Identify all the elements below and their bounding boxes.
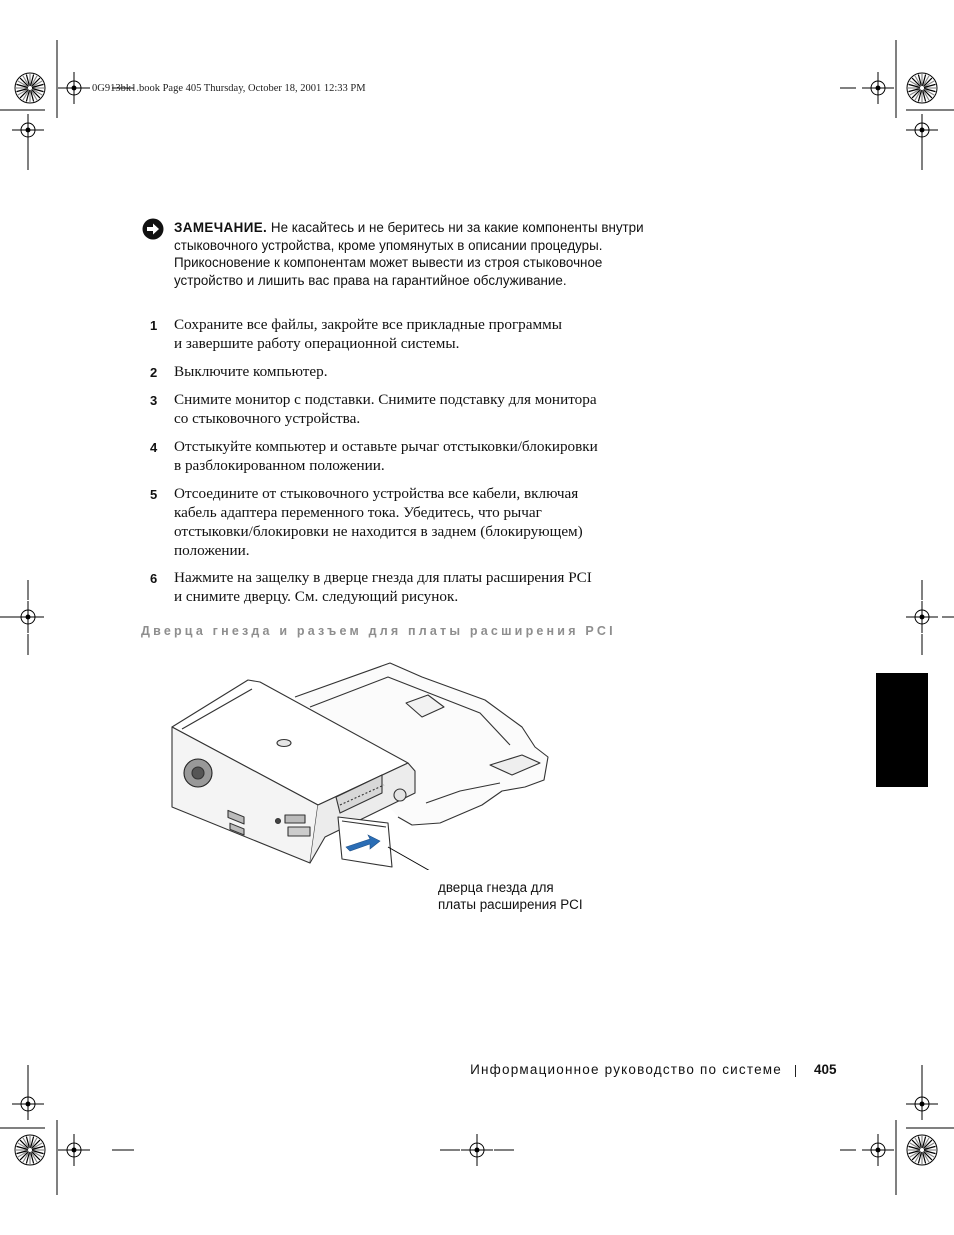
step-number: 5	[150, 487, 158, 502]
figure-callout-label: дверца гнезда для платы расширения PCI	[438, 880, 583, 912]
footer-divider	[795, 1065, 796, 1077]
step-number: 3	[150, 393, 158, 408]
section-thumb-tab	[876, 673, 928, 787]
step-number: 4	[150, 440, 158, 455]
step-text: Отсоедините от стыковочного устройства все кабели, включая кабель адаптера переменного тока. Убедитесь, что рычаг отстыковки/блокировки не находится в заднем (блокирующем) положении.	[174, 485, 583, 559]
print-header: 0G913bk1.book Page 405 Thursday, October 18, 2001 12:33 PM	[92, 83, 366, 94]
step-text: Выключите компьютер.	[174, 363, 328, 380]
footer-title: Информационное руководство по системе	[470, 1062, 782, 1077]
step-text: Снимите монитор с подставки. Снимите подставку для монитора со стыковочного устройства.	[174, 391, 597, 427]
figure-title: Дверца гнезда и разъем для платы расширения PCI	[141, 624, 616, 638]
step-number: 2	[150, 365, 158, 380]
notice-text: Не касайтесь и не беритесь ни за какие компоненты внутри стыковочного устройства, кроме упомянутых в описании процедуры. Прикосновение к компонентам может вывести из строя стыковочное устройство и лишить вас права на гарантийное обслуживание.	[174, 220, 644, 288]
notice-paragraph	[174, 219, 644, 289]
step-text: Нажмите на защелку в дверце гнезда для платы расширения PCI и снимите дверцу. См. следующий рисунок.	[174, 569, 592, 605]
page-number: 405	[814, 1062, 837, 1077]
step-text: Сохраните все файлы, закройте все прикладные программы и завершите работу операционной системы.	[174, 316, 562, 352]
step-number: 1	[150, 318, 158, 333]
notice-arrow-icon	[142, 218, 164, 240]
docking-station-illustration	[160, 655, 560, 870]
step-number: 6	[150, 571, 158, 586]
step-text: Отстыкуйте компьютер и оставьте рычаг отстыковки/блокировки в разблокированном положении.	[174, 438, 598, 474]
notice-label: ЗАМЕЧАНИЕ.	[174, 220, 268, 235]
